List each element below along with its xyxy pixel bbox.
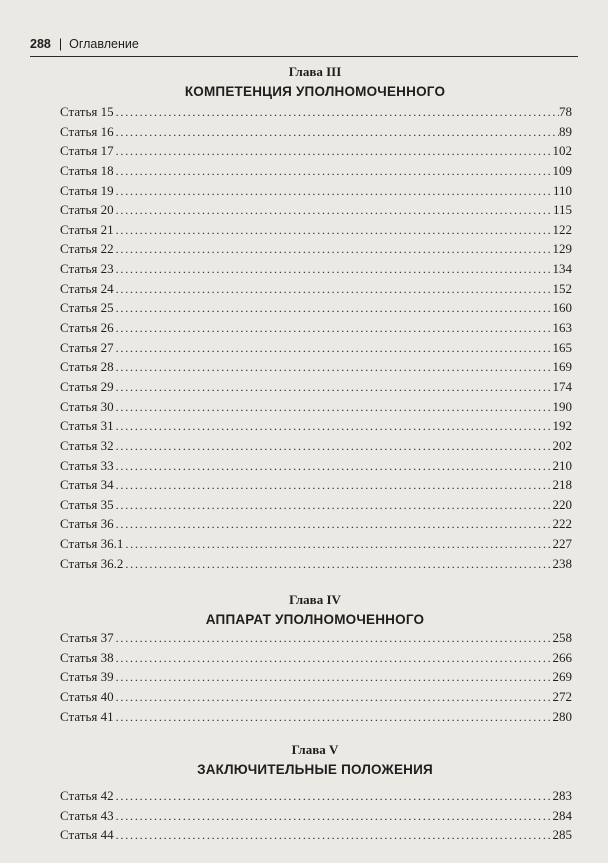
toc-entry-page: 129 bbox=[552, 241, 572, 257]
dot-leader bbox=[116, 651, 553, 666]
toc-entry-title: Статья 20 bbox=[60, 202, 114, 218]
toc-entry-title: Статья 32 bbox=[60, 437, 114, 453]
toc-entry-title: Статья 24 bbox=[60, 280, 114, 296]
toc-entry bbox=[60, 497, 572, 517]
chapter-heading bbox=[60, 64, 570, 101]
dot-leader bbox=[116, 321, 553, 336]
dot-leader bbox=[116, 360, 553, 375]
toc-entry-page: 192 bbox=[552, 418, 572, 434]
toc-entry-page: 269 bbox=[552, 669, 572, 685]
dot-leader bbox=[125, 557, 552, 572]
page-number: 288 bbox=[30, 37, 51, 51]
toc-entry bbox=[60, 808, 572, 828]
dot-leader bbox=[116, 710, 553, 725]
toc-entry-page: 222 bbox=[552, 516, 572, 532]
dot-leader bbox=[116, 184, 553, 199]
toc-entry-page: 210 bbox=[552, 457, 572, 473]
dot-leader bbox=[125, 537, 552, 552]
toc-entry-page: 280 bbox=[552, 708, 572, 724]
toc-entry bbox=[60, 183, 572, 203]
toc-entry-page: 272 bbox=[552, 688, 572, 704]
toc-entry-title: Статья 26 bbox=[60, 320, 114, 336]
toc-entry-page: 258 bbox=[552, 630, 572, 645]
toc-entry-title: Статья 31 bbox=[60, 418, 114, 434]
dot-leader bbox=[116, 498, 553, 513]
chapter-title: АППАРАТ УПОЛНОМОЧЕННОГО bbox=[205, 612, 425, 627]
toc-entry-page: 160 bbox=[552, 300, 572, 316]
toc-entry-page: 266 bbox=[552, 649, 572, 665]
toc-entry bbox=[60, 630, 572, 650]
toc-entry-page: 109 bbox=[552, 162, 572, 178]
toc-entry bbox=[60, 438, 572, 458]
toc-entry-page: 284 bbox=[552, 807, 572, 823]
dot-leader bbox=[116, 380, 553, 395]
header-rule bbox=[30, 56, 578, 57]
toc-entry bbox=[60, 379, 572, 399]
toc-entry-title: Статья 37 bbox=[60, 630, 114, 645]
toc-entry-title: Статья 40 bbox=[60, 688, 114, 704]
toc-entry-page: 218 bbox=[552, 477, 572, 493]
toc-entry bbox=[60, 516, 572, 536]
dot-leader bbox=[116, 690, 553, 705]
dot-leader bbox=[116, 439, 553, 454]
toc-entry-page: 174 bbox=[552, 378, 572, 394]
toc-entry-page: 122 bbox=[552, 221, 572, 237]
toc-entry-title: Статья 27 bbox=[60, 339, 114, 355]
toc-entry-title: Статья 39 bbox=[60, 669, 114, 685]
dot-leader bbox=[116, 631, 553, 646]
toc-entry-title: Статья 35 bbox=[60, 496, 114, 512]
toc-entry-title: Статья 16 bbox=[60, 123, 114, 139]
header-separator: | bbox=[58, 37, 63, 51]
toc-list bbox=[60, 630, 572, 728]
toc-entry bbox=[60, 261, 572, 281]
dot-leader bbox=[116, 828, 553, 843]
toc-list bbox=[60, 104, 572, 575]
toc-entry-title: Статья 17 bbox=[60, 143, 114, 159]
dot-leader bbox=[116, 459, 553, 474]
toc-entry bbox=[60, 418, 572, 438]
toc-entry-title: Статья 36.1 bbox=[60, 536, 124, 552]
chapter-label: Глава III bbox=[288, 64, 342, 79]
chapter-title: КОМПЕТЕНЦИЯ УПОЛНОМОЧЕННОГО bbox=[184, 84, 446, 99]
toc-entry-title: Статья 21 bbox=[60, 221, 114, 237]
toc-entry bbox=[60, 104, 572, 124]
toc-entry-page: 220 bbox=[552, 496, 572, 512]
chapter-heading bbox=[60, 592, 570, 629]
dot-leader bbox=[116, 262, 553, 277]
toc-entry-title: Статья 41 bbox=[60, 708, 114, 724]
toc-entry-page: 238 bbox=[552, 555, 572, 571]
dot-leader bbox=[116, 301, 553, 316]
toc-entry-page: 285 bbox=[552, 827, 572, 843]
toc-entry bbox=[60, 143, 572, 163]
toc-entry bbox=[60, 458, 572, 478]
toc-entry-title: Статья 42 bbox=[60, 788, 114, 803]
chapter-heading bbox=[60, 742, 570, 779]
toc-entry-page: 169 bbox=[552, 359, 572, 375]
toc-entry-title: Статья 19 bbox=[60, 182, 114, 198]
toc-entry bbox=[60, 163, 572, 183]
toc-entry-title: Статья 36 bbox=[60, 516, 114, 532]
toc-entry-title: Статья 43 bbox=[60, 807, 114, 823]
dot-leader bbox=[116, 164, 553, 179]
toc-entry-page: 152 bbox=[552, 280, 572, 296]
toc-entry bbox=[60, 281, 572, 301]
toc-entry-page: 134 bbox=[552, 261, 572, 277]
toc-entry bbox=[60, 359, 572, 379]
toc-entry bbox=[60, 320, 572, 340]
toc-entry bbox=[60, 222, 572, 242]
toc-entry-page: 190 bbox=[552, 398, 572, 414]
toc-entry bbox=[60, 556, 572, 576]
toc-entry-page: 227 bbox=[552, 536, 572, 552]
running-title: Оглавление bbox=[69, 37, 139, 51]
chapter-label: Глава V bbox=[291, 742, 339, 757]
dot-leader bbox=[116, 125, 559, 140]
toc-entry bbox=[60, 827, 572, 847]
toc-entry-title: Статья 33 bbox=[60, 457, 114, 473]
toc-entry-title: Статья 44 bbox=[60, 827, 114, 843]
dot-leader bbox=[116, 670, 553, 685]
dot-leader bbox=[116, 242, 553, 257]
toc-entry-page: 110 bbox=[552, 182, 572, 198]
toc-entry-page: 202 bbox=[552, 437, 572, 453]
toc-entry-page: 115 bbox=[552, 202, 572, 218]
toc-entry-page: 163 bbox=[552, 320, 572, 336]
toc-entry bbox=[60, 399, 572, 419]
dot-leader bbox=[116, 144, 553, 159]
running-header bbox=[30, 34, 575, 54]
toc-entry-title: Статья 23 bbox=[60, 261, 114, 277]
toc-entry-title: Статья 38 bbox=[60, 649, 114, 665]
dot-leader bbox=[116, 478, 553, 493]
toc-entry-title: Статья 29 bbox=[60, 378, 114, 394]
toc-entry-title: Статья 28 bbox=[60, 359, 114, 375]
chapter-label: Глава IV bbox=[289, 592, 341, 607]
dot-leader bbox=[116, 809, 553, 824]
toc-entry-page: 89 bbox=[559, 123, 572, 139]
toc-entry bbox=[60, 689, 572, 709]
toc-entry bbox=[60, 340, 572, 360]
toc-entry-title: Статья 15 bbox=[60, 104, 114, 119]
toc-entry bbox=[60, 241, 572, 261]
toc-entry-title: Статья 18 bbox=[60, 162, 114, 178]
toc-entry-title: Статья 22 bbox=[60, 241, 114, 257]
toc-entry bbox=[60, 536, 572, 556]
toc-entry-page: 165 bbox=[552, 339, 572, 355]
toc-entry-title: Статья 34 bbox=[60, 477, 114, 493]
toc-entry bbox=[60, 650, 572, 670]
toc-entry-page: 102 bbox=[552, 143, 572, 159]
toc-entry bbox=[60, 788, 572, 808]
toc-entry-page: 283 bbox=[552, 788, 572, 803]
toc-entry-title: Статья 30 bbox=[60, 398, 114, 414]
toc-entry bbox=[60, 202, 572, 222]
dot-leader bbox=[116, 223, 553, 238]
dot-leader bbox=[116, 400, 553, 415]
toc-entry bbox=[60, 477, 572, 497]
toc-entry bbox=[60, 669, 572, 689]
dot-leader bbox=[116, 105, 559, 120]
toc-list bbox=[60, 788, 572, 847]
toc-entry bbox=[60, 709, 572, 729]
dot-leader bbox=[116, 419, 553, 434]
toc-entry-title: Статья 25 bbox=[60, 300, 114, 316]
toc-entry bbox=[60, 124, 572, 144]
dot-leader bbox=[116, 517, 553, 532]
toc-entry bbox=[60, 300, 572, 320]
dot-leader bbox=[116, 282, 553, 297]
toc-entry-page: 78 bbox=[559, 104, 572, 119]
toc-entry-title: Статья 36.2 bbox=[60, 555, 124, 571]
chapter-title: ЗАКЛЮЧИТЕЛЬНЫЕ ПОЛОЖЕНИЯ bbox=[197, 762, 433, 777]
dot-leader bbox=[116, 789, 553, 804]
dot-leader bbox=[116, 203, 553, 218]
dot-leader bbox=[116, 341, 553, 356]
